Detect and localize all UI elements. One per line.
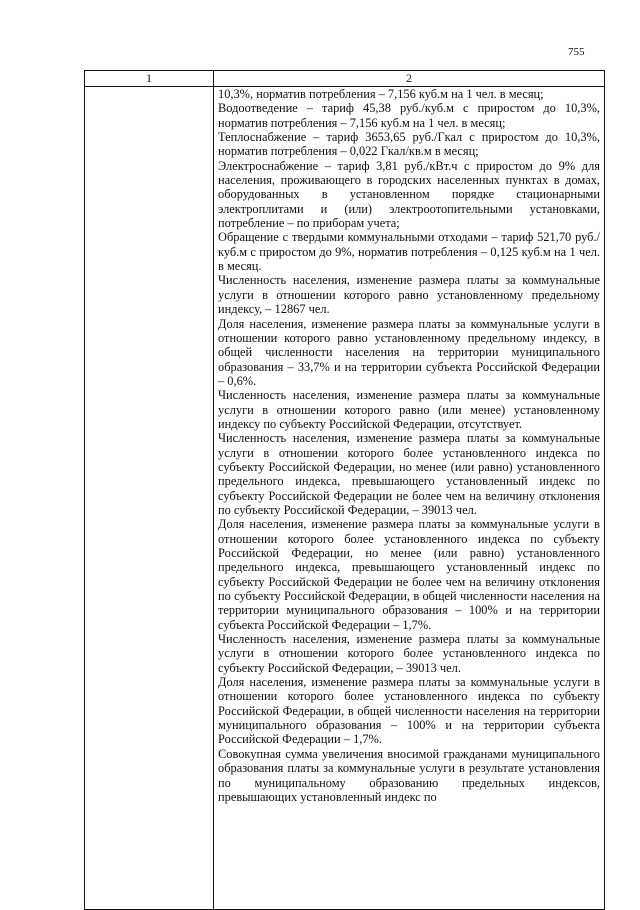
paragraph-population-equal-limit: Численность населения, изменение размера платы за коммунальные услуги в отношении которого равно установленному предельному индексу, – 12867 чел. [218, 273, 600, 317]
paragraph-share-above-index: Доля населения, изменение размера платы за коммунальные услуги в отношении которого более установленного индекса по субъекту Российской Федерации, в общей численности населения на территории муниципального образования – 100% и на территории субъекта Российской Федерации – 1,7%. [218, 675, 600, 747]
column-header-1: 1 [85, 71, 214, 87]
table-row [85, 87, 605, 910]
paragraph-share-equal-limit: Доля населения, изменение размера платы за коммунальные услуги в отношении которого равно установленному предельному индексу, в общей численности населения на территории муниципального образования – 33,7% и на территории субъекта Российской Федерации – 0,6%. [218, 316, 600, 388]
paragraph-electricity-supply: Электроснабжение – тариф 3,81 руб./кВт.ч с приростом до 9% для населения, проживающего в городских населенных пунктах в домах, оборудованных в установленном порядке стационарными электроплитами и (или) электроотопительными установками, потребление – по приборам учета; [218, 158, 600, 231]
paragraph-water-disposal: Водоотведение – тариф 45,38 руб./куб.м с приростом до 10,3%, норматив потребления – 7,156 куб.м на 1 чел. в месяц; [218, 101, 600, 130]
empty-cell [85, 87, 214, 910]
paragraph-population-below-index: Численность населения, изменение размера платы за коммунальные услуги в отношении которого равно (или менее) установленному индексу по субъекту Российской Федерации, отсутствует. [218, 388, 600, 431]
paragraph-share-above-index-within-deviation: Доля населения, изменение размера платы за коммунальные услуги в отношении которого более установленного индекса по субъекту Российской Федерации, но менее (или равно) установленного предельного индекса, превышающего установленный индекс по субъекту Российской Федерации не более чем на величину отклонения по субъекту Российской Федерации, в общей численности населения на территории муниципального образования – 100% и на территории субъекта Российской Федерации – 1,7%. [218, 517, 600, 632]
paragraph-total-increase: Совокупная сумма увеличения вносимой гражданами муниципального образования платы за коммунальные услуги в результате установления по муниципальному образованию предельных индексов, превышающих установленный индекс по [218, 746, 600, 804]
column-header-2: 2 [214, 71, 605, 87]
page-number: 755 [568, 46, 585, 58]
document-table [84, 70, 605, 910]
paragraph-heat-supply: Теплоснабжение – тариф 3653,65 руб./Гкал с приростом до 10,3%, норматив потребления – 0,022 Гкал/кв.м в месяц; [218, 130, 600, 159]
paragraph-population-above-index-within-deviation: Численность населения, изменение размера платы за коммунальные услуги в отношении которого более установленного индекса по субъекту Российской Федерации, но менее (или равно) установленного предельного индекса, превышающего установленный индекс по субъекту Российской Федерации не более чем на величину отклонения по субъекту Российской Федерации, – 39013 чел. [218, 431, 600, 517]
paragraph-population-above-index: Численность населения, изменение размера платы за коммунальные услуги в отношении которого более установленного индекса по субъекту Российской Федерации, – 39013 чел. [218, 632, 600, 675]
paragraph-water-supply-norm: 10,3%, норматив потребления – 7,156 куб.м на 1 чел. в месяц; [218, 87, 544, 101]
table-header-row [85, 71, 605, 87]
paragraph-solid-waste: Обращение с твердыми коммунальными отходами – тариф 521,70 руб./куб.м с приростом до 9%, норматив потребления – 0,125 куб.м на 1 чел. в месяц. [218, 230, 600, 274]
content-cell [214, 87, 605, 910]
